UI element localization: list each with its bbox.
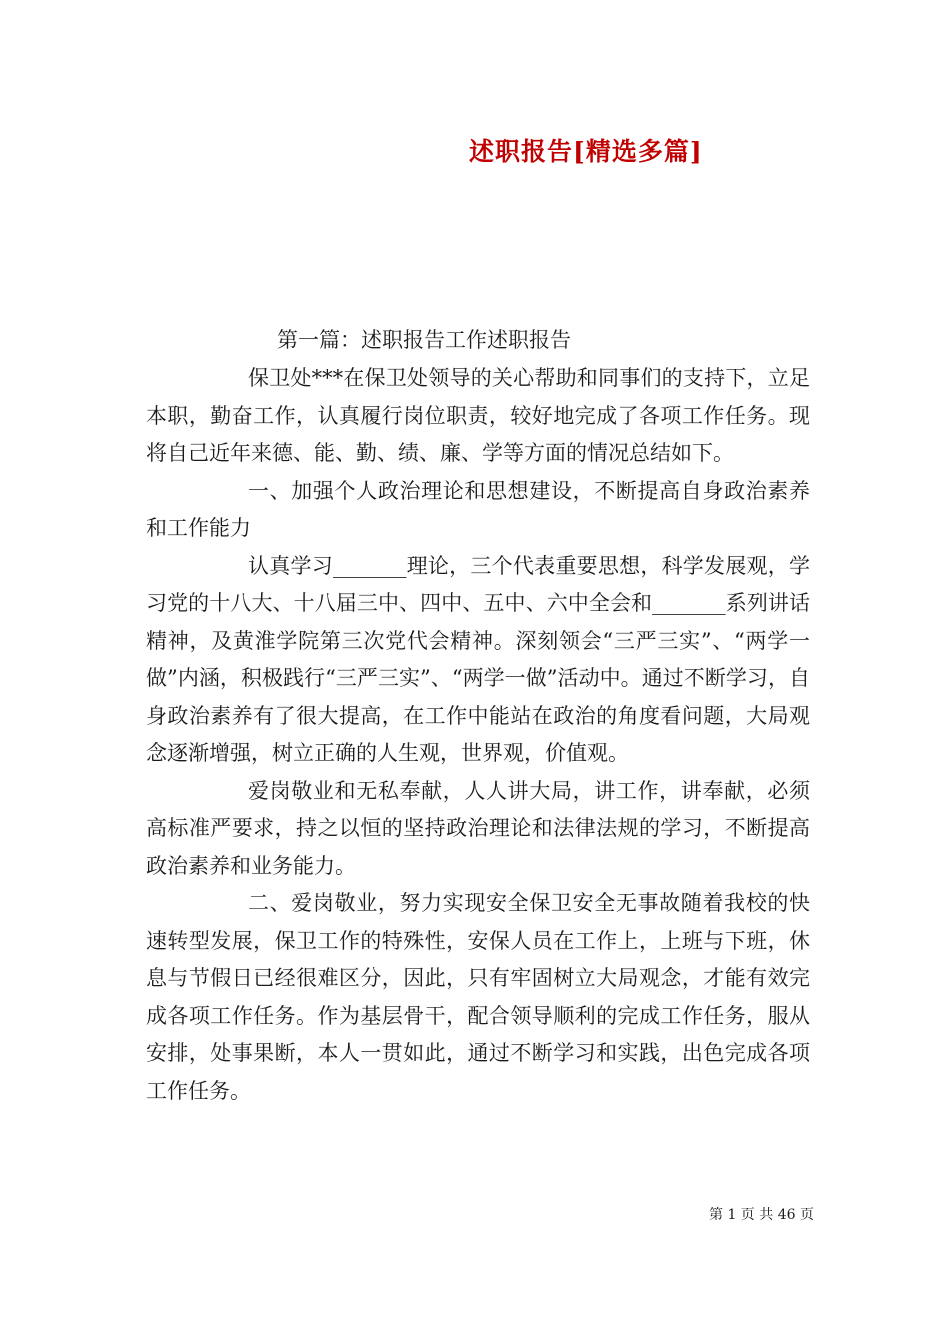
- section-heading: 第一篇：述职报告工作述职报告: [277, 328, 571, 352]
- paragraph-study: 认真学习_______理论，三个代表重要思想，科学发展观，学习党的十八大、十八届三中、四中、五中、六中全会和_______系列讲话精神，及黄淮学院第三次党代会精神。深刻领会“三严三实”、“两学一做”内涵，积极践行“三严三实”、“两学一做”活动中。通过不断学习，自身政治素养有了很大提高，在工作中能站在政治的角度看问题，大局观念逐渐增强，树立正确的人生观，世界观，价值观。: [146, 553, 810, 765]
- body-block-1: [146, 360, 810, 1110]
- paragraph-intro: 保卫处***在保卫处领导的关心帮助和同事们的支持下，立足本职，勤奋工作，认真履行岗位职责，较好地完成了各项工作任务。现将自己近年来德、能、勤、绩、廉、学等方面的情况总结如下。: [146, 366, 810, 465]
- paragraph-dedication: 爱岗敬业和无私奉献，人人讲大局，讲工作，讲奉献，必须高标准严要求，持之以恒的坚持政治理论和法律法规的学习，不断提高政治素养和业务能力。: [146, 778, 810, 878]
- paragraph-heading-one: 一、加强个人政治理论和思想建设，不断提高自身政治素养和工作能力: [146, 478, 810, 540]
- paragraph-heading-two: 二、爱岗敬业，努力实现安全保卫安全无事故随着我校的快速转型发展，保卫工作的特殊性，安保人员在工作上，上班与下班，休息与节假日已经很难区分，因此，只有牢固树立大局观念，才能有效完成各项工作任务。作为基层骨干，配合领导顺利的完成工作任务，服从安排，处事果断，本人一贯如此，通过不断学习和实践，出色完成各项工作任务。: [146, 891, 810, 1103]
- document-title: 述职报告[精选多篇]: [469, 137, 703, 166]
- page-footer: 第 1 页 共 46 页: [709, 1207, 814, 1223]
